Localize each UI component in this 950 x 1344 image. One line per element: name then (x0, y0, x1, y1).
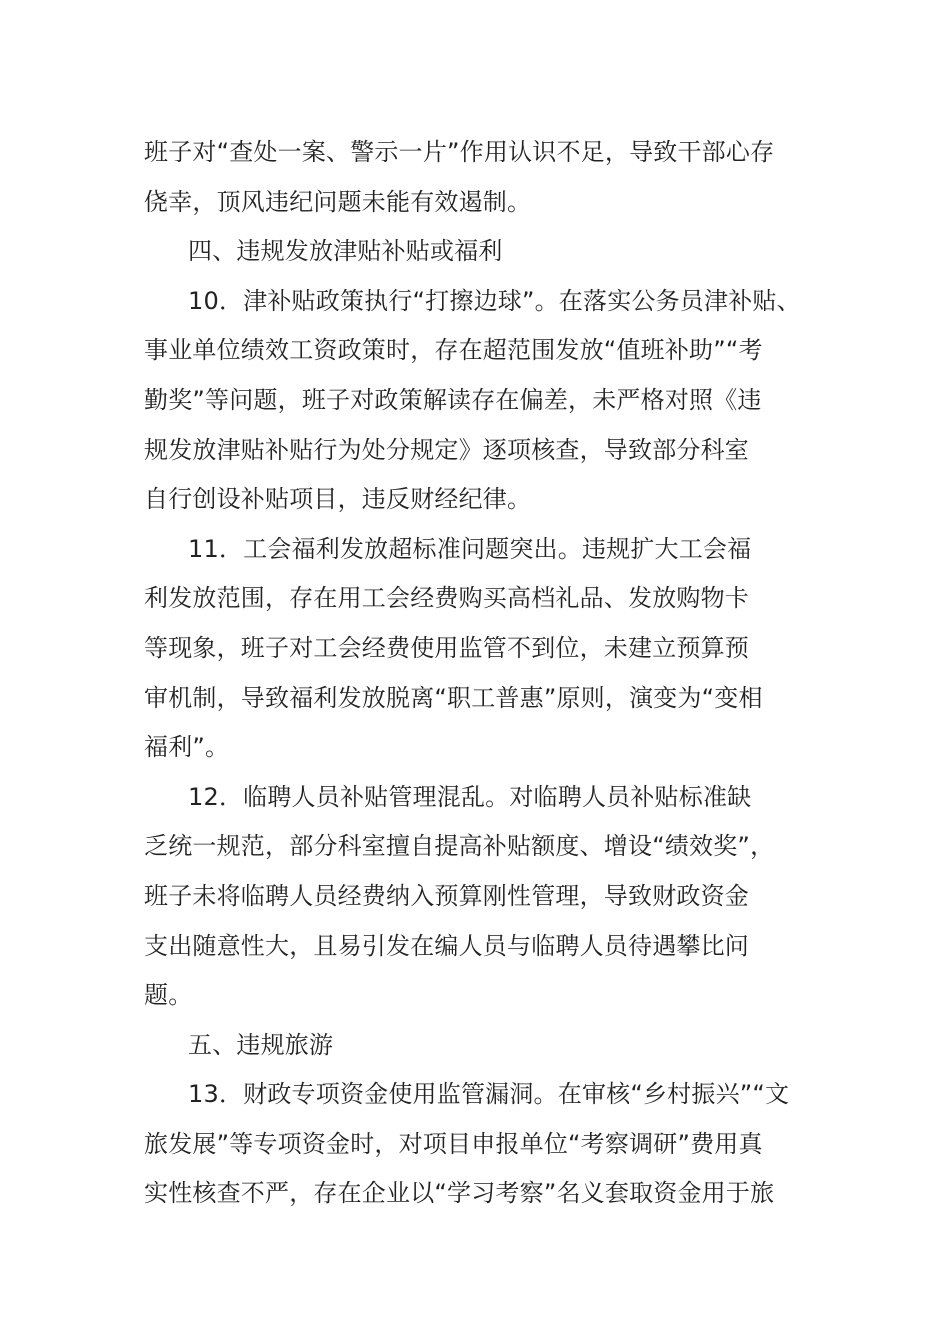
text-line: 利发放范围，存在用工会经费购买高档礼品、发放购物卡 (144, 584, 749, 613)
text-line: 支出随意性大，且易引发在编人员与临聘人员待遇攀比问 (144, 931, 749, 960)
paragraph-start: 11．工会福利发放超标准问题突出。违规扩大工会福 (188, 534, 752, 563)
text-line: 等现象，班子对工会经费使用监管不到位，未建立预算预 (144, 633, 749, 662)
section-heading: 四、违规发放津贴补贴或福利 (188, 237, 503, 266)
text-line: 侥幸，顶风违纪问题未能有效遏制。 (144, 187, 532, 216)
text-line: 乏统一规范，部分科室擅自提高补贴额度、增设“绩效奖”， (144, 832, 775, 861)
text-line: 自行创设补贴项目，违反财经纪律。 (144, 485, 532, 514)
text-line: 班子对“查处一案、警示一片”作用认识不足，导致干部心存 (144, 138, 775, 166)
text-line: 事业单位绩效工资政策时，存在超范围发放“值班补助”“考 (144, 336, 763, 365)
paragraph-start: 13．财政专项资金使用监管漏洞。在审核“乡村振兴”“文 (188, 1080, 790, 1109)
paragraph-start: 12．临聘人员补贴管理混乱。对临聘人员补贴标准缺 (188, 782, 752, 811)
document-body (144, 128, 824, 1219)
text-line: 班子未将临聘人员经费纳入预算刚性管理，导致财政资金 (144, 881, 749, 910)
text-line: 规发放津贴补贴行为处分规定》逐项核查，导致部分科室 (144, 435, 749, 464)
text-line: 审机制，导致福利发放脱离“职工普惠”原则，演变为“变相 (144, 683, 763, 712)
text-line: 福利”。 (144, 733, 230, 762)
text-line: 实性核查不严，存在企业以“学习考察”名义套取资金用于旅 (144, 1179, 775, 1208)
section-heading: 五、违规旅游 (188, 1030, 334, 1059)
paragraph-start: 10．津补贴政策执行“打擦边球”。在落实公务员津补贴、 (188, 286, 801, 315)
text-line: 题。 (144, 981, 193, 1010)
text-line: 旅发展”等专项资金时，对项目申报单位“考察调研”费用真 (144, 1129, 763, 1158)
text-line: 勤奖”等问题，班子对政策解读存在偏差，未严格对照《违 (144, 385, 762, 414)
